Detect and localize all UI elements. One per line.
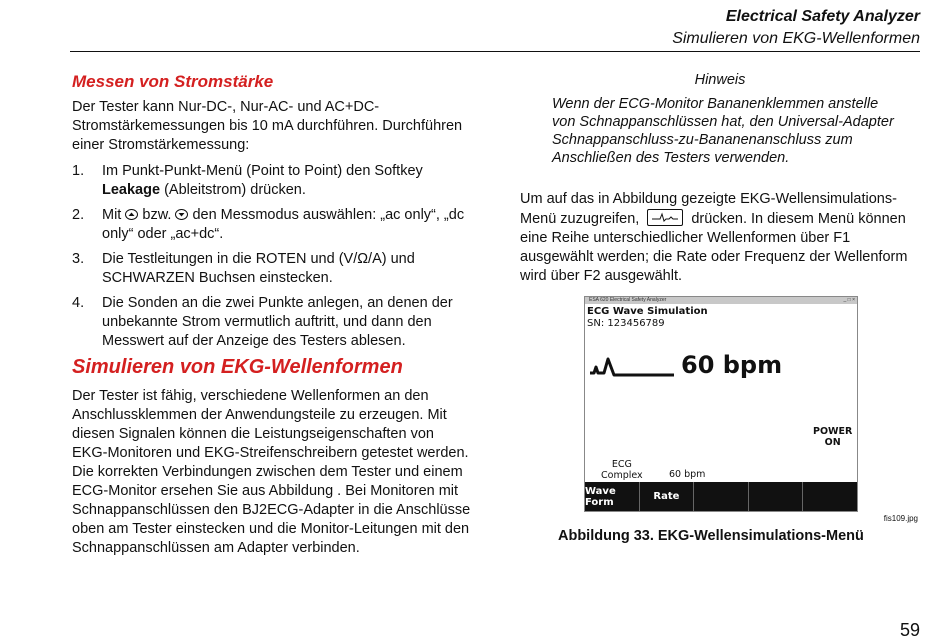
step-number: 2. xyxy=(72,207,85,223)
steps-list xyxy=(72,162,472,357)
window-titlebar xyxy=(585,297,857,304)
step-text: Die Sonden an die zwei Punkte anlegen, an denen der unbekannte Strom vermutlich auftritt, und dann den Messwert auf der Anzeige des Testers ablesen. xyxy=(102,295,453,349)
step-text: Mit xyxy=(102,207,126,223)
rate-label: 60 bpm xyxy=(669,469,706,480)
arrow-down-key-icon xyxy=(175,209,188,220)
step-4 xyxy=(72,294,472,351)
rate-readout: 60 bpm xyxy=(681,351,783,379)
serial-number: SN: 123456789 xyxy=(587,318,665,329)
waveform-label-line2: Complex xyxy=(601,470,643,481)
intro-paragraph: Der Tester kann Nur-DC-, Nur-AC- und AC+DC-Stromstärkemessungen bis 10 mA durchführen. Durchführen einer Stromstärkemessung: xyxy=(72,99,463,153)
step-3 xyxy=(72,250,472,288)
step-text: den Messmodus auswählen: „ac only“, „dc only“ oder „ac+dc“. xyxy=(102,207,465,242)
screen-title: ECG Wave Simulation xyxy=(587,306,708,317)
power-state: ON xyxy=(824,437,841,448)
running-header-subtitle: Simulieren von EKG-Wellenformen xyxy=(672,30,920,47)
step-number: 4. xyxy=(72,295,85,311)
waveform-label-line1: ECG xyxy=(611,459,632,470)
softkey-bar xyxy=(585,482,857,511)
softkey-5[interactable] xyxy=(803,482,857,511)
main-heading: Simulieren von EKG-Wellenformen xyxy=(72,356,403,378)
ecg-waveform-icon xyxy=(588,353,676,383)
note-text: Wenn der ECG-Monitor Bananenklemmen anstelle von Schnappanschlüssen hat, den Universal-Adapter Schnappanschluss-zu-Bananenanschluss zum Anschließen des Testers verwenden. xyxy=(552,96,894,166)
running-header-title: Electrical Safety Analyzer xyxy=(725,8,920,25)
step-text: bzw. xyxy=(138,207,176,223)
softkey-3[interactable] xyxy=(694,482,749,511)
step-number: 3. xyxy=(72,251,85,267)
arrow-up-key-icon xyxy=(125,209,138,220)
access-paragraph xyxy=(520,190,920,286)
power-status xyxy=(813,426,852,448)
power-label: POWER xyxy=(813,426,853,437)
figure-caption: Abbildung 33. EKG-Wellensimulations-Menü xyxy=(558,528,864,544)
step-1 xyxy=(72,162,472,200)
note-title: Hinweis xyxy=(694,72,746,88)
ecg-screen-figure xyxy=(584,296,858,512)
step-2 xyxy=(72,206,472,244)
step-text: Die Testleitungen in die ROTEN und (V/Ω/A) und SCHWARZEN Buchsen einstecken. xyxy=(102,251,415,286)
waveform-label xyxy=(601,459,643,481)
step-number: 1. xyxy=(72,163,85,179)
softkey-name: Leakage xyxy=(102,182,161,198)
softkey-4[interactable] xyxy=(749,482,804,511)
step-text: (Ableitstrom) drücken. xyxy=(160,182,306,198)
body-paragraph: Der Tester ist fähig, verschiedene Wellenformen an den Anschlussklemmen der Anwendungsteile zu erzeugen. Mit diesen Signalen können die Leistungseigenschaften von EKG-Monitoren und EKG-Streifenschreibern getestet werden. Die korrekten Verbindungen zwischen dem Tester und einem ECG-Monitor ersehen Sie aus Abbildung . Bei Monitoren mit Schnappanschlüssen den BJ2ECG-Adapter in die Anschlüsse oben am Tester einstecken und die Monitor-Leitungen mit den Schnappanschlüssen am Adapter verbinden. xyxy=(72,388,471,556)
softkey-wave-form[interactable]: Wave Form xyxy=(585,482,640,511)
step-text: Im Punkt-Punkt-Menü (Point to Point) den Softkey xyxy=(102,163,423,179)
window-controls: _ □ × xyxy=(843,297,855,303)
section-heading: Messen von Stromstärke xyxy=(72,72,274,91)
softkey-rate[interactable]: Rate xyxy=(640,482,695,511)
figure-filename: fis109.jpg xyxy=(883,514,918,523)
header-rule xyxy=(70,51,920,52)
ecg-key-icon xyxy=(647,209,683,226)
paragraph-text: drücken. In diesem Menü können eine Reihe unterschiedlicher Wellenformen über F1 ausgewählt werden; die Rate oder Frequenz der Wellenform wird über F2 ausgewählt. xyxy=(520,211,908,284)
paragraph-text: Um auf das in Abbildung gezeigte EKG-Wellensimulations-Menü zuzugreifen, xyxy=(520,191,897,227)
titlebar-text: ESA 620 Electrical Safety Analyzer xyxy=(589,297,667,303)
page-number: 59 xyxy=(899,620,920,640)
